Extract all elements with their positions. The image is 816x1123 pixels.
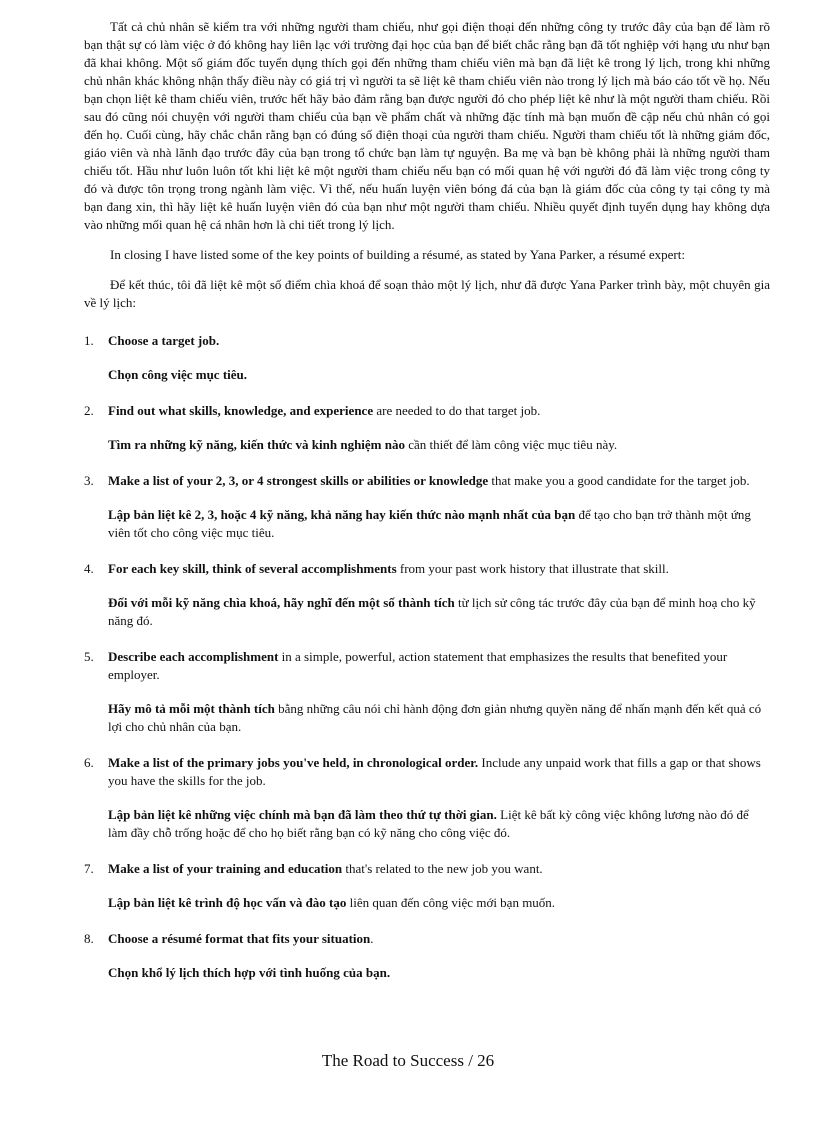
- key-point-number: 8.: [84, 931, 94, 946]
- key-point-item: [84, 754, 770, 842]
- key-point-vietnamese: [108, 806, 770, 842]
- key-point-english-bold: Choose a target job.: [108, 333, 220, 348]
- key-point-english-rest: Include any unpaid work that fills a gap or that shows you have the skills for the job.: [108, 755, 761, 788]
- key-point-vietnamese-bold: Chọn công việc mục tiêu.: [108, 367, 248, 382]
- key-point-number: 7.: [84, 861, 94, 876]
- key-point-vietnamese: [108, 436, 770, 454]
- key-point-english: [108, 648, 770, 684]
- key-point-english-rest: from your past work history that illustrate that skill.: [396, 561, 669, 576]
- key-point-english-rest: that make you a good candidate for the target job.: [488, 473, 750, 488]
- page-footer: The Road to Success / 26: [321, 1051, 495, 1070]
- key-point-vietnamese-rest: bằng những câu nói chỉ hành động đơn giản nhưng quyền năng để nhấn mạnh đến kết quả có lợi cho chủ nhân của bạn.: [108, 701, 762, 734]
- key-point-vietnamese-rest: từ lịch sử công tác trước đây của bạn để minh hoạ cho kỹ năng đó.: [108, 595, 756, 628]
- key-point-item: [84, 560, 770, 630]
- key-point-english: [108, 560, 770, 578]
- key-point-vietnamese-rest: Liệt kê bất kỳ công việc không lương nào đó để làm đầy chỗ trống hoặc để cho họ biết rằng bạn có kỹ năng cho công việc đó.: [108, 807, 749, 840]
- key-point-english: [108, 754, 770, 790]
- key-point-item: [84, 860, 770, 912]
- key-point-english: [108, 332, 770, 350]
- key-point-english-rest: .: [370, 931, 374, 946]
- key-point-english: [108, 402, 770, 420]
- key-point-english-bold: For each key skill, think of several accomplishments: [108, 561, 397, 576]
- key-point-english-rest: that's related to the new job you want.: [342, 861, 543, 876]
- key-point-english: [108, 472, 770, 490]
- key-point-number: 2.: [84, 403, 94, 418]
- key-point-number: 6.: [84, 755, 94, 770]
- key-point-number: 1.: [84, 333, 94, 348]
- key-point-vietnamese-bold: Lập bản liệt kê trình độ học vấn và đào tạo: [108, 895, 347, 910]
- key-point-number: 5.: [84, 649, 94, 664]
- key-point-vietnamese: [108, 700, 770, 736]
- key-point-vietnamese: [108, 894, 770, 912]
- key-point-item: [84, 402, 770, 454]
- closing-intro-english: In closing I have listed some of the key points of building a résumé, as stated by Yana Parker, a résumé expert:: [110, 247, 685, 262]
- key-point-english-bold: Make a list of your 2, 3, or 4 strongest skills or abilities or knowledge: [108, 473, 489, 488]
- key-point-number: 4.: [84, 561, 94, 576]
- key-point-english: [108, 860, 770, 878]
- key-point-vietnamese-bold: Chọn khổ lý lịch thích hợp với tình huống của bạn.: [108, 965, 391, 980]
- closing-intro-vietnamese: Để kết thúc, tôi đã liệt kê một số điểm chìa khoá để soạn thảo một lý lịch, như đã được Yana Parker trình bày, một chuyên gia về lý lịch:: [84, 277, 770, 310]
- key-point-english-rest: in a simple, powerful, action statement that emphasizes the results that benefited your employer.: [108, 649, 728, 682]
- key-point-vietnamese-rest: liên quan đến công việc mới bạn muốn.: [346, 895, 556, 910]
- key-point-number: 3.: [84, 473, 94, 488]
- key-points-list: [84, 332, 770, 982]
- key-point-vietnamese: [108, 594, 770, 630]
- key-point-vietnamese-bold: Tìm ra những kỹ năng, kiến thức và kinh nghiệm nào: [108, 437, 405, 452]
- key-point-item: [84, 472, 770, 542]
- document-page: [84, 18, 770, 1000]
- key-point-english-bold: Describe each accomplishment: [108, 649, 279, 664]
- key-point-vietnamese-rest: để tạo cho bạn trở thành một ứng viên tốt cho công việc mục tiêu.: [108, 507, 751, 540]
- key-point-vietnamese: [108, 964, 770, 982]
- key-point-english-rest: are needed to do that target job.: [373, 403, 541, 418]
- key-point-vietnamese-bold: Đối với mỗi kỹ năng chìa khoá, hãy nghĩ đến một số thành tích: [108, 595, 455, 610]
- key-point-vietnamese-bold: Hãy mô tả mỗi một thành tích: [108, 701, 275, 716]
- key-point-vietnamese: [108, 506, 770, 542]
- key-point-item: [84, 930, 770, 982]
- key-point-english: [108, 930, 770, 948]
- key-point-english-bold: Find out what skills, knowledge, and experience: [108, 403, 374, 418]
- key-point-item: [84, 648, 770, 736]
- key-point-english-bold: Choose a résumé format that fits your situation: [108, 931, 371, 946]
- key-point-english-bold: Make a list of your training and education: [108, 861, 343, 876]
- key-point-vietnamese-rest: cần thiết để làm công việc mục tiêu này.: [405, 437, 618, 452]
- key-point-vietnamese-bold: Lập bản liệt kê 2, 3, hoặc 4 kỹ năng, khả năng hay kiến thức nào mạnh nhất của bạn: [108, 507, 576, 522]
- key-point-english-bold: Make a list of the primary jobs you've held, in chronological order.: [108, 755, 479, 770]
- key-point-item: [84, 332, 770, 384]
- key-point-vietnamese: [108, 366, 770, 384]
- references-paragraph: Tất cả chủ nhân sẽ kiểm tra với những người tham chiếu, như gọi điện thoại đến những công ty trước đây của bạn để làm rõ bạn thật sự có làm việc ở đó không hay liên lạc với trường đại học của bạn để biết chắc rằng bạn đã tốt nghiệp với hạng ưu như bạn đã khai không. Một số giám đốc tuyển dụng thích gọi đến những tham chiếu viên mà bạn đã liệt kê trong lý lịch, trong khi những chủ nhân khác không nhận thấy điều này có giá trị vì người ta sẽ liệt kê tham chiếu viên nào trong lý lịch mà báo cáo tốt về họ. Nếu bạn chọn liệt kê tham chiếu viên, trước hết hãy bảo đảm rằng bạn được người đó cho phép liệt kê như là một người tham chiếu. Rồi sau đó cũng nói chuyện với người tham chiếu của bạn về phẩm chất và những đặc tính mà bạn muốn đề cập nếu chủ nhân có gọi đến họ. Cuối cùng, hãy chắc chắn rằng bạn có đúng số điện thoại của người tham chiếu. Người tham chiếu tốt là những giám đốc, giáo viên và nhà lãnh đạo trước đây của bạn trong tổ chức bạn làm tự nguyện. Ba mẹ và bạn bè không phải là những người tham chiếu tốt. Hầu như luôn luôn tốt khi liệt kê một người tham chiếu nếu bạn có mối quan hệ với người đó đã làm việc trong công ty đó và được tôn trọng trong ngành làm việc. Vì thế, nếu huấn luyện viên bóng đá của bạn là giám đốc của công ty tại công ty mà bạn đang xin, thì hãy liệt kê huấn luyện viên đó của bạn như một người tham chiếu. Nhiều quyết định tuyển dụng hay không dựa vào những mối quan hệ cá nhân hơn là chi tiết trong lý lịch.: [84, 19, 770, 232]
- key-point-vietnamese-bold: Lập bản liệt kê những việc chính mà bạn đã làm theo thứ tự thời gian.: [108, 807, 497, 822]
